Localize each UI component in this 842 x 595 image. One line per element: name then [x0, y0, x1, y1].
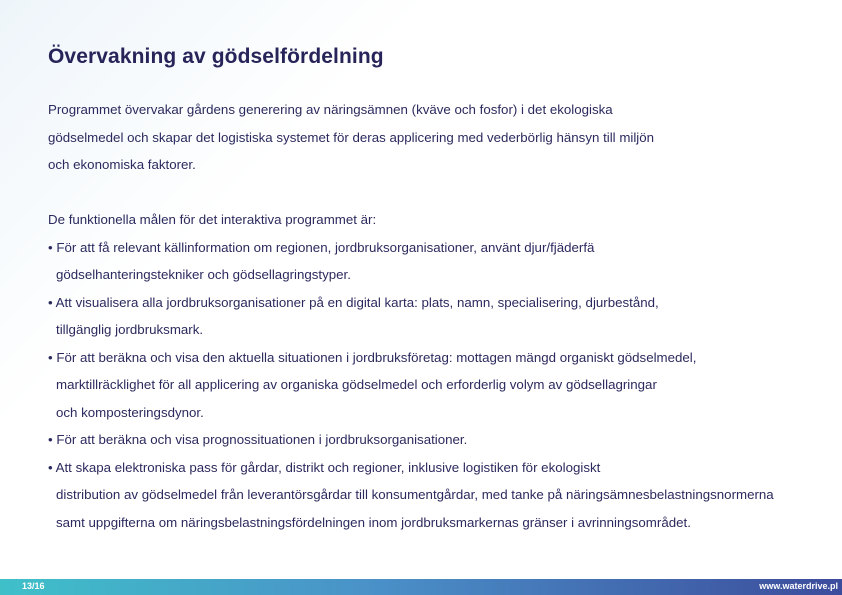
bullet-line: • Att skapa elektroniska pass för gårdar, distrikt och regioner, inklusive logistiken för ekologiskt	[48, 459, 601, 475]
bullet-continuation: och komposteringsdynor.	[56, 404, 204, 420]
bullet-line: • För att beräkna och visa prognossituationen i jordbruksorganisationer.	[48, 432, 468, 447]
page-title: Övervakning av gödselfördelning	[48, 45, 384, 68]
bullet-line: • För att beräkna och visa den aktuella situationen i jordbruksföretag: mottagen mängd organiskt gödselmedel,	[48, 349, 697, 365]
bullet-item-4	[48, 426, 828, 454]
bullet-continuation: tillgänglig jordbruksmark.	[56, 322, 204, 337]
body-text	[48, 96, 828, 536]
bullet-continuation: samt uppgifterna om näringsbelastningsfördelningen inom jordbruksmarkernas gränser i avrinningsområdet.	[56, 514, 691, 530]
footer-bar	[0, 579, 842, 595]
intro-line-2: gödselmedel och skapar det logistiska systemet för deras applicering med vederbörlig hänsyn till miljön	[48, 129, 655, 145]
goals-heading: De funktionella målen för det interaktiva programmet är:	[48, 212, 377, 227]
bullet-continuation: distribution av gödselmedel från leverantörsgårdar till konsumentgårdar, med tanke på näringsämnesbelastningsnormerna	[56, 487, 774, 502]
bullet-line: • Att visualisera alla jordbruksorganisationer på en digital karta: plats, namn, specialisering, djurbestånd,	[48, 294, 659, 310]
bullet-continuation: gödselhanteringstekniker och gödsellagringstyper.	[56, 267, 351, 282]
website-link[interactable]: www.waterdrive.pl	[759, 581, 838, 591]
bullet-item-3	[48, 344, 828, 427]
bullet-item-2	[48, 289, 828, 344]
page-number: 13/16	[22, 581, 45, 591]
spacer	[48, 179, 828, 207]
bullet-line: • För att få relevant källinformation om regionen, jordbruksorganisationer, använt djur/fjäderfä	[48, 239, 595, 255]
intro-line-1: Programmet övervakar gårdens generering av näringsämnen (kväve och fosfor) i det ekologiska	[48, 102, 613, 117]
bullet-item-1	[48, 234, 828, 289]
bullet-item-5	[48, 454, 828, 537]
intro-line-3: och ekonomiska faktorer.	[48, 157, 196, 172]
bullet-continuation: marktillräcklighet för all applicering av organiska gödselmedel och erforderlig volym av gödsellagringar	[56, 377, 657, 392]
